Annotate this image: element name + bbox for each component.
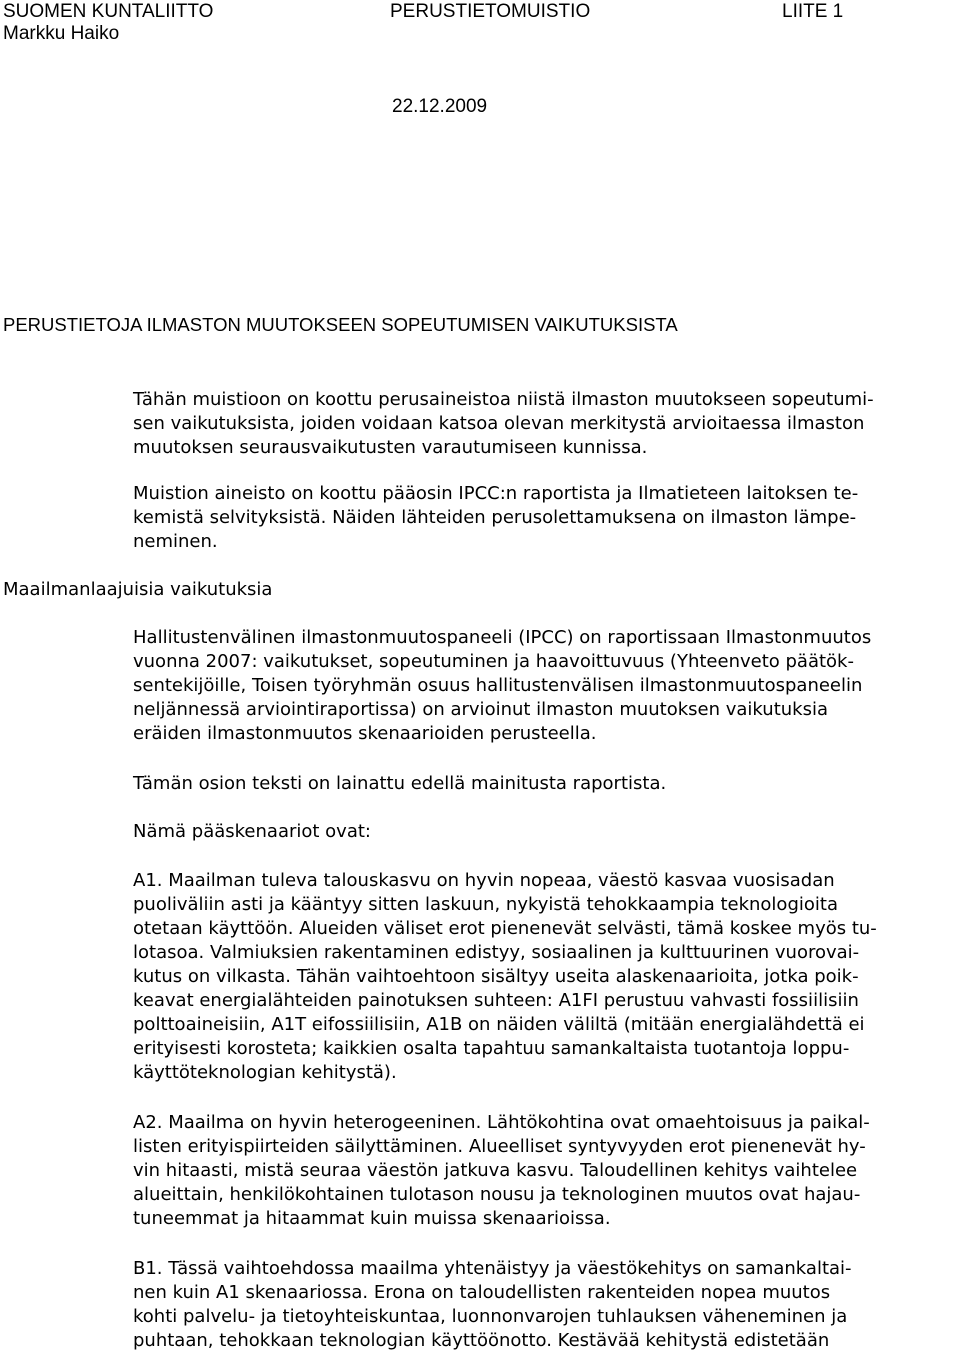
intro-paragraph-2 [133,482,948,554]
text-line: A1. Maailman tuleva talouskasvu on hyvin nopeaa, väestö kasvaa vuosisadan [133,870,835,891]
body-paragraph-ipcc [133,626,948,746]
text-line: puoliväliin asti ja kääntyy sitten laskuun, nykyistä tehokkaampia teknologioita [133,894,838,915]
text-line: otetaan käyttöön. Alueiden väliset erot pienenevät selvästi, tämä koskee myös tu- [133,918,877,939]
header-date: 22.12.2009 [392,96,488,117]
text-line: vuonna 2007: vaikutukset, sopeutuminen ja haavoittuvuus (Yhteenveto päätök- [133,651,854,672]
header-attachment: LIITE 1 [782,1,844,22]
text-line: vin hitaasti, mistä seuraa väestön jatkuva kasvu. Taloudellinen kehitys vaihtelee [133,1160,858,1181]
text-line: sentekijöille, Toisen työryhmän osuus hallitustenvälisen ilmastonmuutospaneelin [133,675,863,696]
text-line: neminen. [133,531,218,552]
scenario-a1 [133,869,948,1085]
text-line: polttoaineisiin, A1T eifossiilisiin, A1B on näiden väliltä (mitään energialähdettä ei [133,1014,865,1035]
text-line: muutoksen seurausvaikutusten varautumiseen kunnissa. [133,437,648,458]
text-line: kohti palvelu- ja tietoyhteiskuntaa, luonnonvarojen tuhlauksen väheneminen ja [133,1306,848,1327]
text-line: eräiden ilmastonmuutos skenaarioiden perusteella. [133,723,597,744]
header-organization: SUOMEN KUNTALIITTO [3,1,214,22]
text-line: lotasoa. Valmiuksien rakentaminen edistyy, sosiaalinen ja kulttuurinen vuorovai- [133,942,860,963]
text-line: erityisesti korosteta; kaikkien osalta tapahtuu samankaltaista tuotantoja loppu- [133,1038,850,1059]
text-line: kemistä selvityksistä. Näiden lähteiden perusolettamuksena on ilmaston lämpe- [133,507,857,528]
text-line: Hallitustenvälinen ilmastonmuutospaneeli (IPCC) on raportissaan Ilmastonmuutos [133,627,872,648]
text-line: puhtaan, tehokkaan teknologian käyttöönotto. Kestävää kehitystä edistetään [133,1330,830,1351]
scenario-a2 [133,1111,948,1231]
text-line: kutus on vilkasta. Tähän vaihtoehtoon sisältyy useita alaskenaarioita, jotka poik- [133,966,859,987]
text-line: käyttöteknologian kehitystä). [133,1062,397,1083]
text-line: Tämän osion teksti on lainattu edellä mainitusta raportista. [133,773,667,794]
text-line: Nämä pääskenaariot ovat: [133,821,371,842]
text-line: neljännessä arviointiraportissa) on arvioinut ilmaston muutoksen vaikutuksia [133,699,829,720]
text-line: alueittain, henkilökohtainen tulotason nousu ja teknologinen muutos ovat hajau- [133,1184,861,1205]
header-author: Markku Haiko [3,23,120,44]
text-line: tuneemmat ja hitaammat kuin muissa skenaarioissa. [133,1208,611,1229]
text-line: listen erityispiirteiden säilyttäminen. Alueelliset syntyvyyden erot pienenevät hy- [133,1136,866,1157]
text-line: sen vaikutuksista, joiden voidaan katsoa olevan merkitystä arvioitaessa ilmaston [133,413,865,434]
text-line: Tähän muistioon on koottu perusaineistoa niistä ilmaston muutokseen sopeutumi- [133,389,874,410]
text-line: Muistion aineisto on koottu pääosin IPCC:n raportista ja Ilmatieteen laitoksen te- [133,483,859,504]
scenario-b1 [133,1257,948,1353]
body-paragraph-quote-note [133,772,948,796]
header-doc-type: PERUSTIETOMUISTIO [390,1,591,22]
body-paragraph-scenarios-intro [133,820,948,844]
page-title: PERUSTIETOJA ILMASTON MUUTOKSEEN SOPEUTUMISEN VAIKUTUKSISTA [3,314,678,335]
text-line: B1. Tässä vaihtoehdossa maailma yhtenäistyy ja väestökehitys on samankaltai- [133,1258,852,1279]
section-heading: Maailmanlaajuisia vaikutuksia [3,579,273,600]
text-line: nen kuin A1 skenaariossa. Erona on taloudellisten rakenteiden nopea muutos [133,1282,831,1303]
text-line: keavat energialähteiden painotuksen suhteen: A1FI perustuu vahvasti fossiilisiin [133,990,859,1011]
intro-paragraph-1 [133,388,948,460]
text-line: A2. Maailma on hyvin heterogeeninen. Lähtökohtina ovat omaehtoisuus ja paikal- [133,1112,870,1133]
